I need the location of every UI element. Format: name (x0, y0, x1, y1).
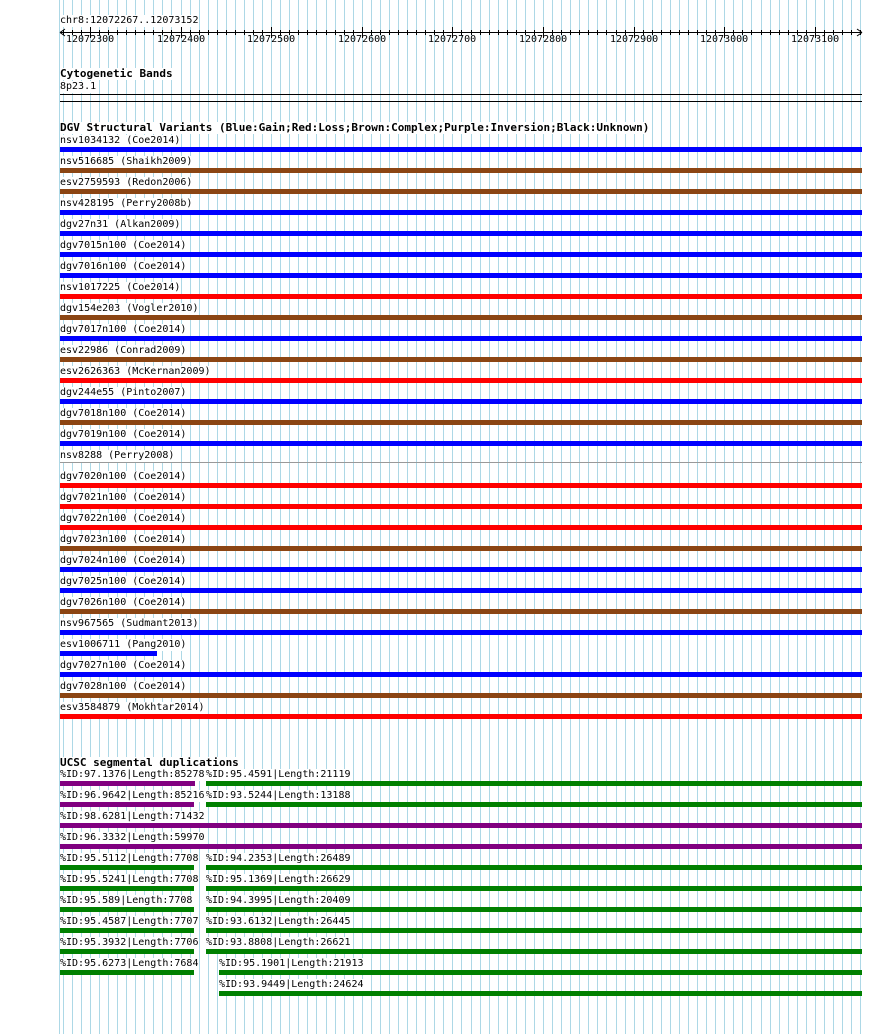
cytoband-track-title: Cytogenetic Bands (60, 67, 173, 80)
segdup-feature-bar[interactable] (60, 823, 862, 828)
segdup-feature-label: %ID:98.6281|Length:71432 (60, 811, 205, 822)
dgv-variant-bar[interactable] (60, 294, 862, 299)
dgv-variant-bar[interactable] (60, 168, 862, 173)
segdup-feature-bar[interactable] (206, 949, 862, 954)
ruler-tick-label: 12072400 (157, 34, 206, 45)
segdup-feature-label: %ID:97.1376|Length:85278 (60, 769, 205, 780)
dgv-variant-bar[interactable] (60, 147, 862, 152)
dgv-track-label: dgv7020n100 (Coe2014) (60, 471, 187, 482)
dgv-variant-bar[interactable] (60, 672, 862, 677)
segdup-feature-bar[interactable] (60, 928, 194, 933)
dgv-track-label: dgv7028n100 (Coe2014) (60, 681, 187, 692)
cytoband-label: 8p23.1 (60, 81, 97, 92)
ruler-tick-label: 12072600 (338, 34, 387, 45)
ruler-tick-label: 12072700 (428, 34, 477, 45)
segdup-feature-bar[interactable] (206, 781, 862, 786)
segdup-feature-bar[interactable] (219, 991, 862, 996)
dgv-variant-bar[interactable] (60, 504, 862, 509)
dgv-variant-bar[interactable] (60, 651, 157, 656)
segdup-feature-label: %ID:94.2353|Length:26489 (206, 853, 351, 864)
segdup-feature-bar[interactable] (60, 865, 194, 870)
ruler-tick-label: 12072900 (610, 34, 659, 45)
dgv-track-label: dgv7026n100 (Coe2014) (60, 597, 187, 608)
region-label: chr8:12072267..12073152 (60, 15, 199, 26)
segdup-feature-bar[interactable] (206, 865, 862, 870)
dgv-track-label: esv2626363 (McKernan2009) (60, 366, 211, 377)
segdup-feature-bar[interactable] (60, 949, 194, 954)
dgv-variant-bar[interactable] (60, 189, 862, 194)
dgv-variant-bar[interactable] (60, 525, 862, 530)
dgv-track-label: esv2759593 (Redon2006) (60, 177, 193, 188)
segdup-feature-label: %ID:95.4587|Length:7707 (60, 916, 199, 927)
dgv-track-label: dgv7022n100 (Coe2014) (60, 513, 187, 524)
segdup-feature-label: %ID:95.5112|Length:7708 (60, 853, 199, 864)
dgv-track-label: dgv7019n100 (Coe2014) (60, 429, 187, 440)
dgv-variant-bar[interactable] (60, 546, 862, 551)
ruler-tick-label: 12073100 (791, 34, 840, 45)
segdup-feature-label: %ID:95.5241|Length:7708 (60, 874, 199, 885)
dgv-variant-bar[interactable] (60, 315, 862, 320)
dgv-variant-bar[interactable] (60, 609, 862, 614)
dgv-track-label: nsv516685 (Shaikh2009) (60, 156, 193, 167)
dgv-track-label: esv3584879 (Mokhtar2014) (60, 702, 205, 713)
dgv-variant-bar[interactable] (60, 630, 862, 635)
segdup-feature-label: %ID:96.3332|Length:59970 (60, 832, 205, 843)
dgv-track-label: dgv244e55 (Pinto2007) (60, 387, 187, 398)
dgv-track-label: esv22986 (Conrad2009) (60, 345, 187, 356)
dgv-variant-bar[interactable] (60, 378, 862, 383)
dgv-track-label: nsv1017225 (Coe2014) (60, 282, 181, 293)
segdup-track-title: UCSC segmental duplications (60, 756, 239, 769)
segdup-feature-label: %ID:95.3932|Length:7706 (60, 937, 199, 948)
dgv-track-label: dgv7015n100 (Coe2014) (60, 240, 187, 251)
segdup-feature-label: %ID:93.5244|Length:13188 (206, 790, 351, 801)
dgv-variant-bar[interactable] (60, 567, 862, 572)
segdup-feature-bar[interactable] (60, 886, 194, 891)
segdup-feature-bar[interactable] (206, 886, 862, 891)
dgv-track-label: dgv7017n100 (Coe2014) (60, 324, 187, 335)
segdup-feature-label: %ID:96.9642|Length:85216 (60, 790, 205, 801)
dgv-track-label: nsv1034132 (Coe2014) (60, 135, 181, 146)
segdup-feature-label: %ID:95.6273|Length:7684 (60, 958, 199, 969)
dgv-track-label: dgv7023n100 (Coe2014) (60, 534, 187, 545)
dgv-variant-bar[interactable] (60, 231, 862, 236)
dgv-track-title: DGV Structural Variants (Blue:Gain;Red:Loss;Brown:Complex;Purple:Inversion;Black:Unknown) (60, 121, 650, 134)
segdup-feature-label: %ID:95.1901|Length:21913 (219, 958, 364, 969)
segdup-feature-label: %ID:93.6132|Length:26445 (206, 916, 351, 927)
cytoband-bar-bottom (60, 101, 862, 102)
segdup-feature-bar[interactable] (206, 928, 862, 933)
segdup-feature-bar[interactable] (206, 907, 862, 912)
dgv-variant-bar[interactable] (60, 399, 862, 404)
segdup-feature-bar[interactable] (60, 844, 862, 849)
dgv-variant-bar[interactable] (60, 588, 862, 593)
segdup-feature-bar[interactable] (219, 970, 862, 975)
dgv-track-label: dgv7024n100 (Coe2014) (60, 555, 187, 566)
segdup-feature-label: %ID:93.8808|Length:26621 (206, 937, 351, 948)
dgv-track-label: dgv7016n100 (Coe2014) (60, 261, 187, 272)
segdup-feature-label: %ID:93.9449|Length:24624 (219, 979, 364, 990)
ruler-tick-label: 12073000 (700, 34, 749, 45)
segdup-feature-label: %ID:95.4591|Length:21119 (206, 769, 351, 780)
dgv-track-label: dgv7027n100 (Coe2014) (60, 660, 187, 671)
dgv-variant-bar[interactable] (60, 420, 862, 425)
dgv-variant-bar[interactable] (60, 483, 862, 488)
ruler-tick-label: 12072800 (519, 34, 568, 45)
dgv-track-label: nsv967565 (Sudmant2013) (60, 618, 199, 629)
cytoband-bar[interactable] (60, 94, 862, 95)
dgv-variant-bar[interactable] (60, 210, 862, 215)
dgv-track-label: dgv7025n100 (Coe2014) (60, 576, 187, 587)
ruler-tick-label: 12072500 (247, 34, 296, 45)
dgv-track-label: dgv7018n100 (Coe2014) (60, 408, 187, 419)
dgv-track-label: dgv27n31 (Alkan2009) (60, 219, 181, 230)
dgv-track-label: nsv8288 (Perry2008) (60, 450, 175, 461)
dgv-track-label: dgv154e203 (Vogler2010) (60, 303, 199, 314)
segdup-feature-label: %ID:95.589|Length:7708 (60, 895, 193, 906)
segdup-feature-label: %ID:94.3995|Length:20409 (206, 895, 351, 906)
dgv-track-label: dgv7021n100 (Coe2014) (60, 492, 187, 503)
segdup-feature-bar[interactable] (206, 802, 862, 807)
dgv-variant-bar[interactable] (60, 273, 862, 278)
segdup-feature-bar[interactable] (60, 907, 194, 912)
ruler-tick-label: 12072300 (66, 34, 115, 45)
dgv-variant-bar[interactable] (60, 441, 862, 446)
dgv-variant-bar[interactable] (60, 714, 862, 719)
dgv-variant-bar[interactable] (60, 336, 862, 341)
segdup-feature-bar[interactable] (60, 781, 195, 786)
segdup-feature-bar[interactable] (60, 802, 194, 807)
segdup-feature-bar[interactable] (60, 970, 194, 975)
dgv-track-label: esv1006711 (Pang2010) (60, 639, 187, 650)
dgv-variant-bar[interactable] (60, 252, 862, 257)
dgv-track-label: nsv428195 (Perry2008b) (60, 198, 193, 209)
dgv-variant-bar[interactable] (60, 693, 862, 698)
segdup-feature-label: %ID:95.1369|Length:26629 (206, 874, 351, 885)
dgv-variant-bar[interactable] (60, 357, 862, 362)
dgv-variant-bar[interactable] (60, 462, 862, 463)
